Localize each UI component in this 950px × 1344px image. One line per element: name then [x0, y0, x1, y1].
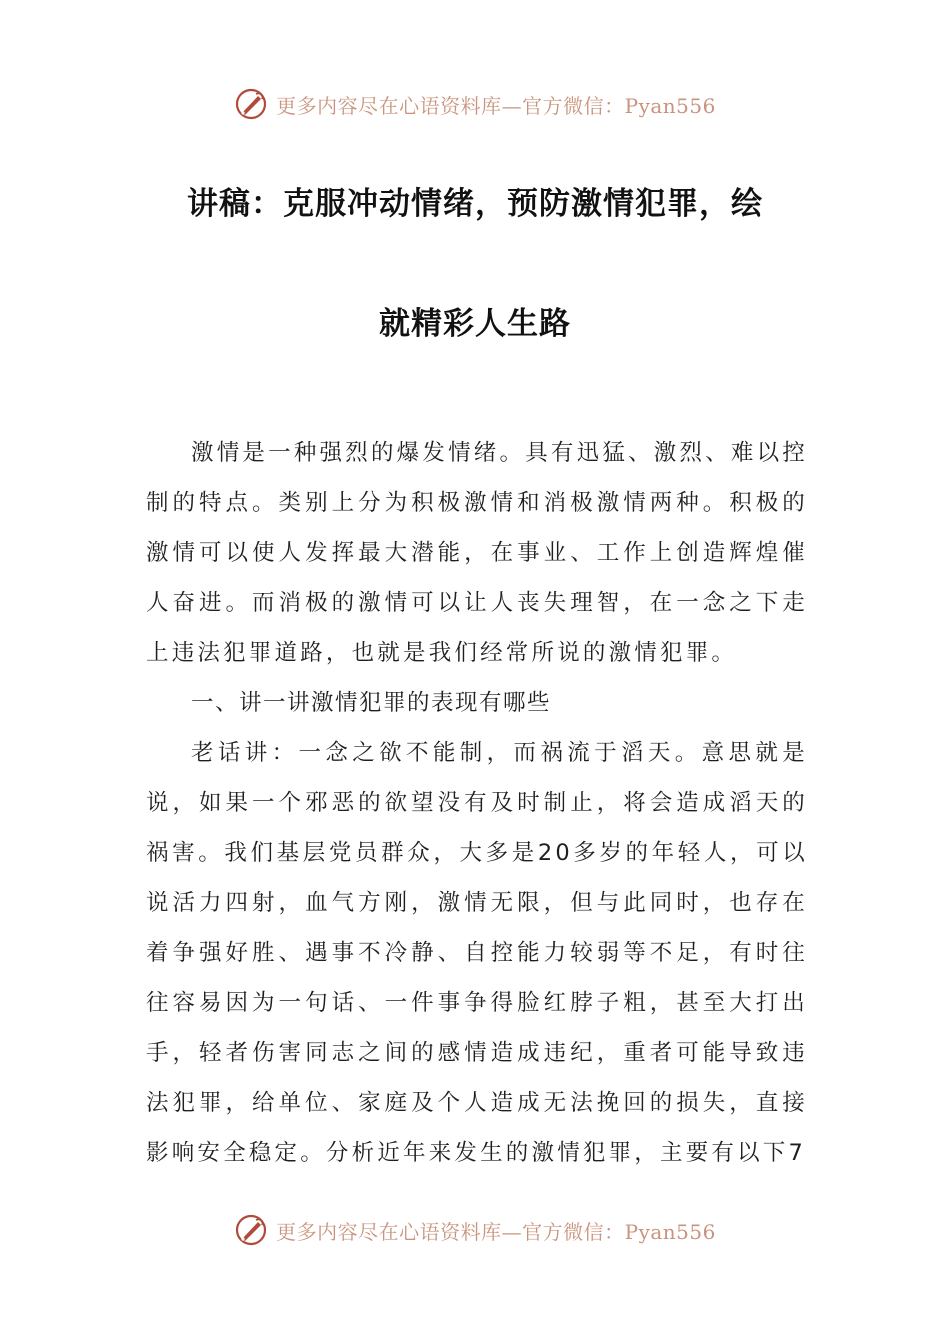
quill-pen-logo-icon [234, 1213, 268, 1247]
quill-pen-logo-icon [234, 87, 268, 121]
header-banner-text: 更多内容尽在心语资料库—官方微信：Pyan556 [276, 93, 716, 118]
document-title-line-1: 讲稿：克服冲动情绪，预防激情犯罪，绘 [187, 186, 763, 222]
section-heading-1: 一、讲一讲激情犯罪的表现有哪些 [191, 690, 552, 716]
header-banner [0, 84, 950, 124]
document-body [146, 428, 808, 1178]
paragraph-section-1: 老话讲：一念之欲不能制，而祸流于滔天。意思就是说，如果一个邪恶的欲望没有及时制止，将会造成滔天的祸害。我们基层党员群众，大多是20多岁的年轻人，可以说活力四射，血气方刚，激情无限，但与此同时，也存在着争强好胜、遇事不冷静、自控能力较弱等不足，有时往往容易因为一句话、一件事争得脸红脖子粗，甚至大打出手，轻者伤害同志之间的感情造成违纪，重者可能导致违法犯罪，给单位、家庭及个人造成无法挽回的损失，直接影响安全稳定。分析近年来发生的激情犯罪，主要有以下7 [146, 740, 808, 1166]
document-title-line-2: 就精彩人生路 [379, 306, 571, 342]
footer-banner-text: 更多内容尽在心语资料库—官方微信：Pyan556 [276, 1219, 716, 1244]
footer-banner [0, 1210, 950, 1250]
paragraph-intro: 激情是一种强烈的爆发情绪。具有迅猛、激烈、难以控制的特点。类别上分为积极激情和消极激情两种。积极的激情可以使人发挥最大潜能，在事业、工作上创造辉煌催人奋进。而消极的激情可以让人丧失理智，在一念之下走上违法犯罪道路，也就是我们经常所说的激情犯罪。 [146, 440, 808, 666]
